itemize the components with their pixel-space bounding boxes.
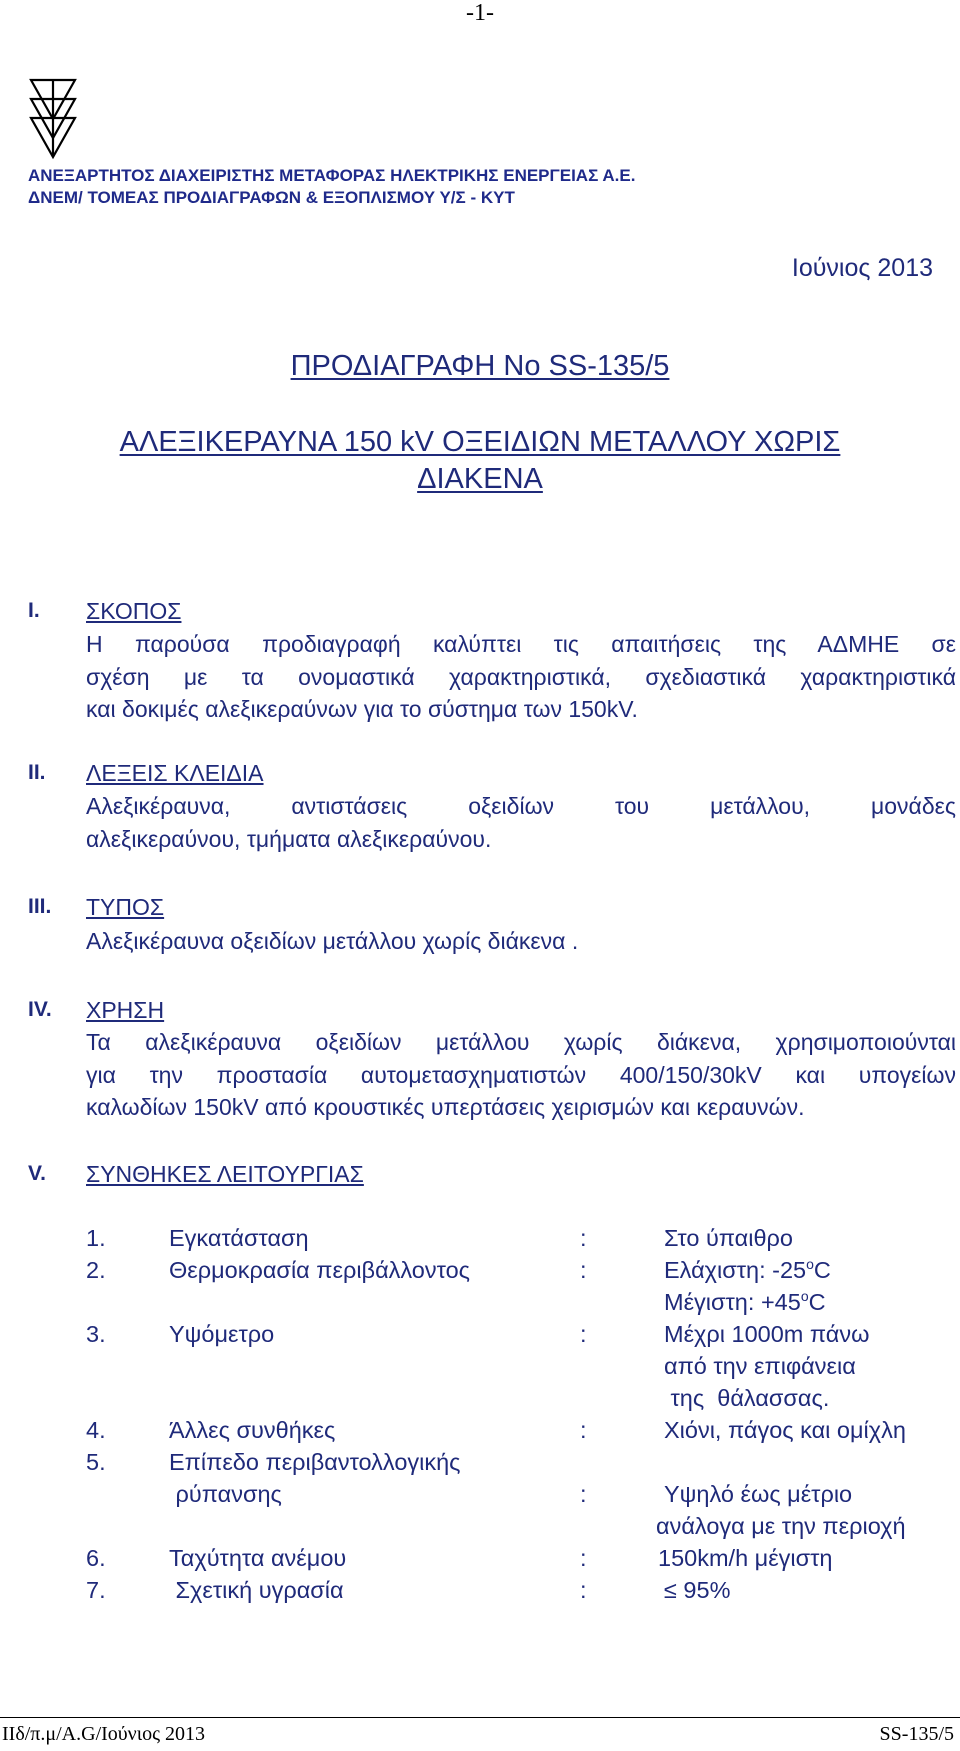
condition-label: Ταχύτητα ανέμου <box>169 1545 347 1571</box>
temperature-unit: C <box>808 1289 826 1315</box>
condition-value: Υψηλό έως μέτριο <box>664 1481 853 1507</box>
department-name: ΔΝΕΜ/ ΤΟΜΕΑΣ ΠΡΟΔΙΑΓΡΑΦΩΝ & ΕΞΟΠΛΙΣΜΟΥ Υ/Σ - ΚΥΤ <box>28 188 515 207</box>
section-body: Αλεξικέραυνα οξειδίων μετάλλου χωρίς διάκενα . <box>86 928 579 954</box>
section-body <box>86 628 956 726</box>
footer-reference: ΙΙδ/π.μ/Α.G/Ιούνιος 2013 <box>2 1723 206 1745</box>
min-temperature: Ελάχιστη: -25 <box>664 1257 807 1283</box>
section-heading: ΤΥΠΟΣ <box>86 894 165 920</box>
condition-label: Επίπεδο περιβαντολλογικής <box>169 1449 461 1475</box>
section-numeral: I. <box>28 599 40 622</box>
section-numeral: II. <box>28 761 46 784</box>
section-heading: ΣΥΝΘΗΚΕΣ ΛΕΙΤΟΥΡΓΙΑΣ <box>86 1161 364 1187</box>
condition-label: Υψόμετρο <box>169 1321 275 1347</box>
organization-name: ΑΝΕΞΑΡΤΗΤΟΣ ΔΙΑΧΕΙΡΙΣΤΗΣ ΜΕΤΑΦΟΡΑΣ ΗΛΕΚΤΡΙΚΗΣ ΕΝΕΡΓΕΙΑΣ Α.Ε. <box>28 166 636 185</box>
section-heading: ΛΕΞΕΙΣ ΚΛΕΙΔΙΑ <box>86 760 264 786</box>
condition-number: 3. <box>86 1321 106 1347</box>
body-line: Η παρούσα προδιαγραφή καλύπτει τις απαιτήσεις της ΑΔΜΗΕ σε <box>86 631 956 657</box>
condition-label-continued: ρύπανσης <box>169 1481 282 1507</box>
body-line: Αλεξικέραυνα, αντιστάσεις οξειδίων του μετάλλου, μονάδες <box>86 793 956 819</box>
condition-separator: : <box>580 1577 587 1603</box>
body-line: σχέση με τα ονομαστικά χαρακτηριστικά, σχεδιαστικά χαρακτηριστικά <box>86 663 956 690</box>
footer-spec-number: SS-135/5 <box>879 1723 954 1745</box>
page-number: -1- <box>466 0 494 26</box>
condition-number: 4. <box>86 1417 106 1443</box>
condition-value <box>664 1286 826 1318</box>
condition-separator: : <box>580 1545 587 1571</box>
section-heading: ΣΚΟΠΟΣ <box>86 598 182 624</box>
condition-separator: : <box>580 1225 587 1251</box>
condition-separator: : <box>580 1481 587 1507</box>
condition-label: Θερμοκρασία περιβάλλοντος <box>169 1257 470 1283</box>
condition-value: ανάλογα με την περιοχή <box>656 1513 906 1539</box>
condition-value: 150km/h μέγιστη <box>658 1545 833 1571</box>
body-line: και δοκιμές αλεξικεραύνων για το σύστημα των 150kV. <box>86 696 638 722</box>
body-line: Τα αλεξικέραυνα οξειδίων μετάλλου χωρίς διάκενα, χρησιμοποιούνται <box>86 1029 956 1055</box>
footer-divider <box>0 1717 960 1718</box>
condition-number: 7. <box>86 1577 106 1603</box>
condition-number: 1. <box>86 1225 106 1251</box>
body-line: αλεξικεραύνου, τμήματα αλεξικεραύνου. <box>86 825 492 852</box>
condition-label: Άλλες συνθήκες <box>169 1417 336 1443</box>
section-numeral: V. <box>28 1162 46 1185</box>
condition-label: Σχετική υγρασία <box>169 1577 344 1603</box>
condition-label: Εγκατάσταση <box>169 1225 309 1251</box>
condition-separator: : <box>580 1321 587 1347</box>
spec-number-title: ΠΡΟΔΙΑΓΡΑΦΗ No SS-135/5 <box>290 350 670 382</box>
condition-number: 2. <box>86 1257 106 1283</box>
condition-number: 5. <box>86 1449 106 1475</box>
max-temperature: Μέγιστη: +45 <box>664 1289 801 1315</box>
body-line: για την προστασία αυτομετασχηματιστών 400/150/30kV και υπογείων <box>86 1061 956 1088</box>
condition-number: 6. <box>86 1545 106 1571</box>
section-numeral: III. <box>28 895 52 918</box>
section-numeral: IV. <box>28 998 52 1021</box>
condition-separator: : <box>580 1257 587 1283</box>
document-date: Ιούνιος 2013 <box>791 254 933 282</box>
company-logo-icon <box>28 77 78 161</box>
condition-value: ≤ 95% <box>664 1577 731 1603</box>
section-body <box>86 790 956 855</box>
condition-value: Μέχρι 1000m πάνω <box>664 1321 870 1347</box>
body-line: καλωδίων 150kV από κρουστικές υπερτάσεις χειρισμών και κεραυνών. <box>86 1094 805 1120</box>
condition-value: Χιόνι, πάγος και ομίχλη <box>664 1417 906 1443</box>
document-title-line1: ΑΛΕΞΙΚΕΡΑΥΝΑ 150 kV ΟΞΕΙΔΙΩΝ ΜΕΤΑΛΛΟΥ ΧΩΡΙΣ <box>119 426 841 458</box>
condition-value: της θάλασσας. <box>664 1385 830 1411</box>
condition-value: Στο ύπαιθρο <box>664 1225 793 1251</box>
document-title-line2: ΔΙΑΚΕΝΑ <box>417 463 543 495</box>
temperature-unit: C <box>813 1257 831 1283</box>
condition-value: από την επιφάνεια <box>664 1353 856 1379</box>
condition-value <box>664 1254 831 1286</box>
condition-separator: : <box>580 1417 587 1443</box>
degree-symbol: o <box>800 1288 809 1304</box>
section-heading: ΧΡΗΣΗ <box>86 997 165 1023</box>
degree-symbol: o <box>806 1256 814 1272</box>
section-body <box>86 1026 956 1124</box>
